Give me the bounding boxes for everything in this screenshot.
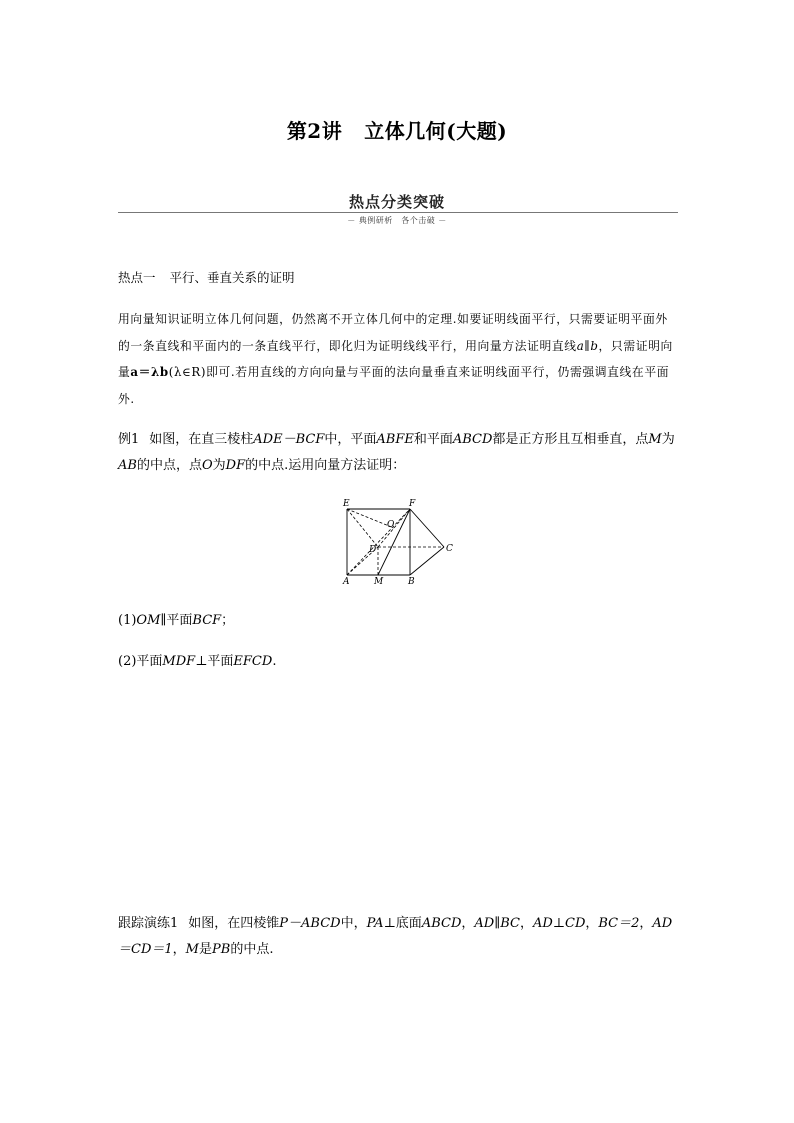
label-B: B (408, 577, 415, 587)
label-E: E (343, 499, 350, 509)
edge-ED (347, 509, 378, 547)
prism-figure (330, 495, 470, 587)
question-2: (2)平面MDF⊥平面EFCD. (118, 654, 277, 669)
question-1: (1)OM∥平面BCF； (118, 613, 235, 628)
intro-paragraph: 用向量知识证明立体几何问题，仍然离不开立体几何中的定理.如要证明线面平行，只需要证明平面外的一条直线和平面内的一条直线平行，即化归为证明线线平行，用向量方法证明直线a∥b，只需证明向量a＝λb(λ∈R)即可.若用直线的方向向量与平面的法向量垂直来证明线面平行，仍需强调直线在平面外. (118, 312, 673, 406)
label-A: A (343, 577, 350, 587)
section-divider (118, 212, 678, 213)
section-subheading: － 典例研析 各个击破 － (347, 216, 447, 225)
label-C: C (446, 544, 453, 554)
hotspot-heading (118, 268, 295, 286)
math-vector-formula: a＝λb (130, 365, 169, 379)
edge-AF (347, 509, 410, 575)
exercise-1-statement: 跟踪演练1 如图，在四棱锥P－ABCD中，PA⊥底面ABCD，AD∥BC，AD⊥CD，BC＝2，AD＝CD＝1，M是PB的中点. (118, 916, 673, 957)
example-1-statement: 例1 如图，在直三棱柱ADE－BCF中，平面ABFE和平面ABCD都是正方形且互相垂直，点M为AB的中点，点O为DF的中点.运用向量方法证明： (118, 432, 675, 473)
label-O: O (387, 520, 395, 530)
edge-MF (378, 509, 410, 575)
example-1-label: 例1 (118, 432, 140, 447)
math-a-parallel-b: a∥b (576, 338, 599, 353)
section-heading: 热点分类突破 (348, 193, 445, 211)
math-lambda-condition: (λ∈R) (168, 365, 207, 379)
exercise-1-label: 跟踪演练1 (118, 916, 179, 931)
edge-CB (410, 547, 444, 575)
edge-FC (410, 509, 444, 547)
lecture-topic: 立体几何(大题) (364, 119, 508, 143)
lecture-number: 第2讲 (286, 119, 343, 143)
label-D: D (369, 545, 377, 555)
page-title (0, 115, 794, 144)
label-F: F (409, 499, 416, 509)
hotspot-title: 平行、垂直关系的证明 (169, 270, 295, 285)
hotspot-label: 热点一 (118, 270, 156, 285)
label-M: M (374, 577, 384, 587)
